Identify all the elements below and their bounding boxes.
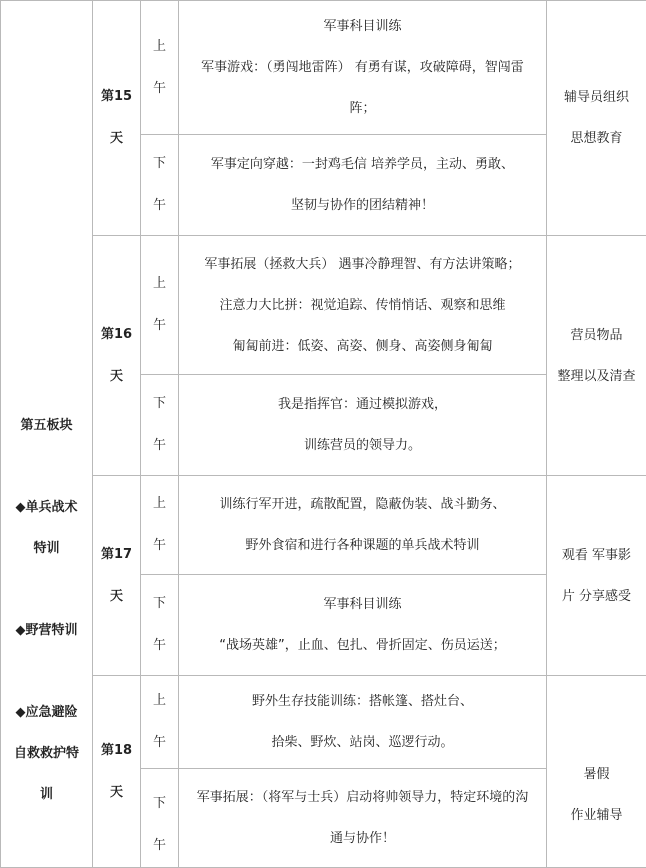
- session-line: 拾柴、野炊、站岗、巡逻行动。: [179, 722, 546, 763]
- day-cell-18: [93, 676, 141, 868]
- block-item-3-line-1: ◆应急避险: [7, 692, 86, 733]
- time-label: 午: [141, 185, 178, 227]
- session-content: [179, 476, 547, 575]
- note-cell: [547, 676, 646, 868]
- day-label: 第16: [93, 314, 140, 356]
- time-cell: [141, 476, 179, 575]
- session-line: 训练行军开进，疏散配置，隐蔽伪装、战斗勤务、: [179, 484, 546, 525]
- block-item-1-line-1: ◆单兵战术: [7, 487, 86, 528]
- day-cell-15: [93, 1, 141, 236]
- time-label: 上: [141, 263, 178, 305]
- note-line: 片 分享感受: [547, 576, 646, 617]
- time-label: 午: [141, 68, 178, 110]
- block-item-2-line-1: ◆野营特训: [7, 610, 86, 651]
- session-content: [179, 769, 547, 868]
- note-line: 观看 军事影: [547, 535, 646, 576]
- time-label: 午: [141, 625, 178, 667]
- block-title: 第五板块: [7, 405, 86, 446]
- session-line: 匍匐前进：低姿、高姿、侧身、高姿侧身匍匐: [179, 326, 546, 367]
- session-line: 坚韧与协作的团结精神！: [179, 185, 546, 226]
- note-line: 思想教育: [547, 118, 646, 159]
- time-label: 下: [141, 383, 178, 425]
- note-line: 营员物品: [547, 315, 646, 356]
- session-line: 军事游戏：（勇闯地雷阵） 有勇有谋，攻破障碍，智闯雷: [179, 47, 546, 88]
- time-cell: [141, 375, 179, 476]
- note-line: 辅导员组织: [547, 77, 646, 118]
- session-line: 我是指挥官：通过模拟游戏，: [179, 384, 546, 425]
- session-line: 注意力大比拼：视觉追踪、传悄悄话、观察和思维: [179, 285, 546, 326]
- session-content: [179, 575, 547, 676]
- session-content: [179, 676, 547, 769]
- day-cell-16: [93, 236, 141, 476]
- day-label: 第18: [93, 730, 140, 772]
- session-line: 军事科目训练: [179, 6, 546, 47]
- session-line: 军事拓展（拯救大兵） 遇事冷静理智、有方法讲策略；: [179, 244, 546, 285]
- day-label: 第15: [93, 76, 140, 118]
- day-label-suffix: 天: [93, 576, 140, 618]
- time-label: 午: [141, 722, 178, 764]
- time-label: 午: [141, 305, 178, 347]
- session-line: 野外食宿和进行各种课题的单兵战术特训: [179, 525, 546, 566]
- table-row: [1, 476, 646, 575]
- session-line: 野外生存技能训练：搭帐篷、搭灶台、: [179, 681, 546, 722]
- time-cell: [141, 135, 179, 236]
- session-line: 阵；: [179, 88, 546, 129]
- table-row: [1, 676, 646, 769]
- session-line: 军事拓展：（将军与士兵）启动将帅领导力，特定环境的沟: [179, 777, 546, 818]
- time-cell: [141, 575, 179, 676]
- block-item-3-line-3: 训: [7, 774, 86, 815]
- session-line: 训练营员的领导力。: [179, 425, 546, 466]
- day-cell-17: [93, 476, 141, 676]
- time-cell: [141, 236, 179, 375]
- day-label-suffix: 天: [93, 772, 140, 814]
- session-content: [179, 135, 547, 236]
- session-content: [179, 236, 547, 375]
- table-row: [1, 236, 646, 375]
- time-label: 上: [141, 483, 178, 525]
- note-line: 暑假: [547, 754, 646, 795]
- time-label: 下: [141, 143, 178, 185]
- block-item-3-line-2: 自救救护特: [7, 733, 86, 774]
- time-label: 上: [141, 26, 178, 68]
- session-line: 军事定向穿越：一封鸡毛信 培养学员，主动、勇敢、: [179, 144, 546, 185]
- time-cell: [141, 1, 179, 135]
- session-line: 通与协作！: [179, 818, 546, 859]
- note-cell: [547, 476, 646, 676]
- time-label: 午: [141, 825, 178, 867]
- note-cell: [547, 236, 646, 476]
- time-label: 下: [141, 583, 178, 625]
- time-label: 下: [141, 783, 178, 825]
- note-line: 整理以及清查: [547, 356, 646, 397]
- day-label-suffix: 天: [93, 356, 140, 398]
- time-cell: [141, 676, 179, 769]
- session-line: 军事科目训练: [179, 584, 546, 625]
- block-cell: [1, 1, 93, 868]
- table-row: [1, 1, 646, 135]
- block-item-1-line-2: 特训: [7, 528, 86, 569]
- time-label: 午: [141, 425, 178, 467]
- session-content: [179, 1, 547, 135]
- day-label: 第17: [93, 534, 140, 576]
- time-label: 午: [141, 525, 178, 567]
- note-line: 作业辅导: [547, 795, 646, 836]
- session-content: [179, 375, 547, 476]
- time-label: 上: [141, 680, 178, 722]
- day-label-suffix: 天: [93, 118, 140, 160]
- session-line: “战场英雄”，止血、包扎、骨折固定、伤员运送；: [179, 625, 546, 666]
- note-cell: [547, 1, 646, 236]
- time-cell: [141, 769, 179, 868]
